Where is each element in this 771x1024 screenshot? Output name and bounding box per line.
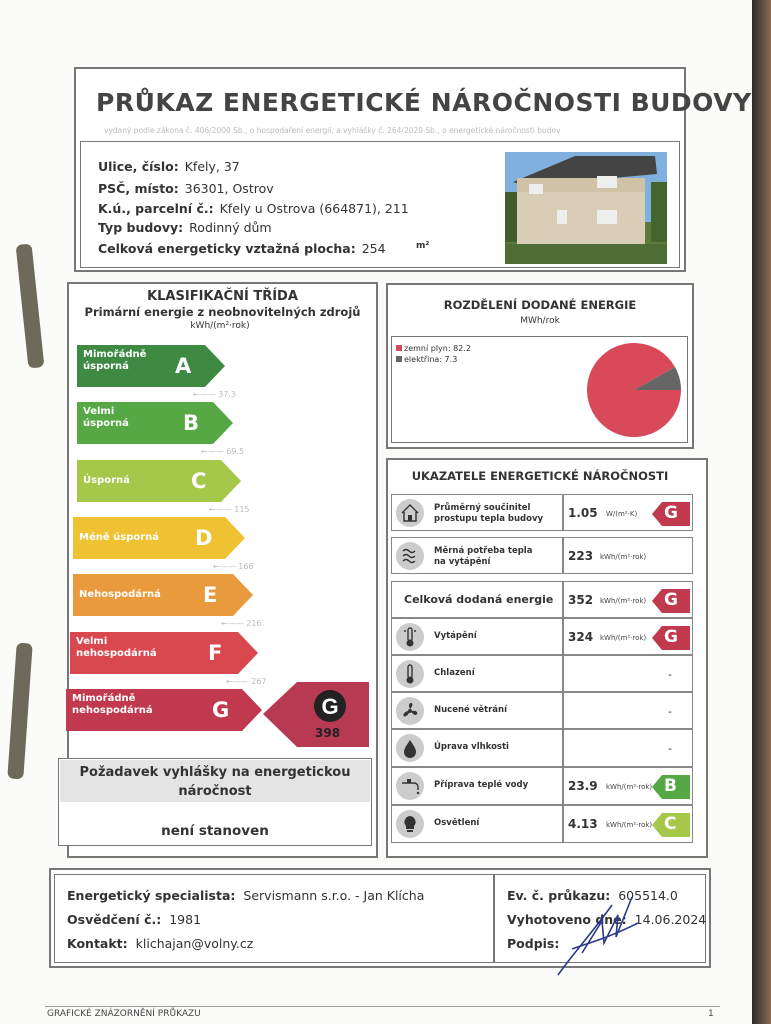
- indicators-title: UKAZATELE ENERGETICKÉ NÁROČNOSTI: [411, 469, 669, 483]
- class-band-label: Nehospodárná: [79, 589, 161, 600]
- type-row: Typ budovy: Rodinný dům: [98, 220, 272, 235]
- legend-swatch: [396, 345, 402, 351]
- street-row: Ulice, číslo: Kfely, 37: [98, 159, 240, 174]
- heat-waves-icon: [396, 542, 424, 570]
- indicator-name: Úprava vlhkosti: [434, 742, 509, 752]
- footer-divider: [493, 874, 495, 963]
- class-band-label: Mimořádně nehospodárná: [72, 693, 153, 716]
- ev-row: Ev. č. průkazu: 605514.0: [507, 888, 678, 903]
- faucet-icon: [396, 772, 424, 800]
- indicator-row: [391, 581, 693, 618]
- indicator-name: Nucené větrání: [434, 705, 508, 715]
- document-title: PRŮKAZ ENERGETICKÉ NÁROČNOSTI BUDOVY: [96, 88, 752, 117]
- thermometer-cold-icon: [396, 660, 424, 688]
- grade-badge: G: [652, 502, 692, 526]
- class-threshold-tick: ←—— 37.3: [193, 390, 237, 399]
- specialist-row: Energetický specialista: Servismann s.r.o. - Jan Klícha: [67, 888, 425, 903]
- class-band-c: [77, 460, 241, 502]
- pie-chart: [583, 341, 685, 439]
- thermometer-icon: [396, 623, 424, 651]
- class-threshold-tick: ←—— 115: [209, 505, 250, 514]
- psc-value: 36301, Ostrov: [184, 181, 274, 196]
- class-band-label: Velmi úsporná: [83, 406, 129, 429]
- class-band-d: [73, 517, 245, 559]
- energy-split-title: ROZDĚLENÍ DODANÉ ENERGIE: [443, 298, 637, 312]
- grade-badge: G: [652, 589, 692, 613]
- indicator-row: [391, 767, 693, 805]
- indicator-row: [391, 729, 693, 767]
- legend-item: [396, 354, 471, 365]
- class-band-letter: E: [203, 583, 218, 607]
- class-band-f: [70, 632, 258, 674]
- indicator-empty: -: [668, 667, 672, 681]
- contact-row: Kontakt: klichajan@volny.cz: [67, 936, 254, 951]
- ev-value: 605514.0: [618, 888, 678, 903]
- indicator-name: Vytápění: [434, 631, 477, 641]
- indicator-empty: -: [668, 704, 672, 718]
- indicator-row: [391, 494, 693, 531]
- ku-row: K.ú., parcelní č.: Kfely u Ostrova (664871), 211: [98, 201, 409, 216]
- legend-label: zemní plyn: 82.2: [404, 344, 471, 353]
- row-divider: [562, 693, 564, 728]
- row-divider: [562, 619, 564, 654]
- row-divider: [562, 768, 564, 804]
- energy-split-unit: MWh/rok: [520, 316, 560, 326]
- page-number: 1: [708, 1009, 714, 1019]
- class-band-label: Méně úsporná: [79, 532, 160, 543]
- indicator-value: 23.9: [568, 779, 598, 793]
- result-value: 398: [315, 726, 341, 740]
- signature-row: Podpis:: [507, 936, 560, 951]
- ku-value: Kfely u Ostrova (664871), 211: [219, 201, 409, 216]
- classification-subtitle: Primární energie z neobnovitelných zdrojů: [84, 305, 361, 319]
- indicator-value: 352: [568, 592, 594, 607]
- class-band-letter: A: [175, 354, 192, 378]
- class-band-label: Úsporná: [83, 475, 130, 486]
- contact-value: klichajan@volny.cz: [135, 936, 254, 951]
- area-value: 254: [361, 241, 386, 256]
- indicator-name: Celková dodaná energie: [404, 593, 554, 606]
- indicator-name: Měrná potřeba tepla na vytápění: [434, 546, 533, 567]
- class-band-e: [73, 574, 253, 616]
- background-edge: [752, 0, 771, 1024]
- class-band-label: Mimořádně úsporná: [83, 349, 147, 372]
- droplet-icon: [396, 734, 424, 762]
- type-value: Rodinný dům: [189, 220, 272, 235]
- street-value: Kfely, 37: [184, 159, 240, 174]
- pie-slice-gas: [587, 343, 681, 437]
- indicator-row: [391, 805, 693, 843]
- footer-rule: [45, 1006, 720, 1007]
- row-divider: [562, 656, 564, 691]
- date-value: 14.06.2024: [634, 912, 707, 927]
- indicator-name: Příprava teplé vody: [434, 780, 529, 790]
- class-band-a: [77, 345, 225, 387]
- row-divider: [562, 495, 564, 530]
- class-threshold-tick: ←—— 166: [213, 562, 254, 571]
- specialist-value: Servismann s.r.o. - Jan Klícha: [243, 888, 425, 903]
- row-divider: [562, 538, 564, 573]
- indicator-value: 324: [568, 629, 594, 644]
- legend-item: [396, 343, 471, 354]
- pie-legend: [396, 343, 471, 365]
- class-threshold-tick: ←—— 216: [221, 619, 262, 628]
- class-band-letter: G: [212, 698, 230, 722]
- grade-badge: C: [652, 813, 692, 837]
- indicator-name: Chlazení: [434, 668, 475, 678]
- cert-value: 1981: [169, 912, 202, 927]
- grade-badge: G: [652, 626, 692, 650]
- indicator-row: [391, 537, 693, 574]
- grade-badge: B: [652, 775, 692, 799]
- document-subtitle: vydaný podle zákona č. 406/2000 Sb., o hospodaření energií, a vyhlášky č. 264/2020 Sb., o energetické náročnosti budov: [104, 126, 561, 135]
- indicator-row: [391, 655, 693, 692]
- fan-icon: [396, 697, 424, 725]
- class-band-label: Velmi nehospodárná: [76, 636, 157, 659]
- indicator-unit: W/(m²·K): [606, 509, 638, 518]
- row-divider: [562, 582, 564, 617]
- svg-text:G: G: [321, 694, 339, 719]
- row-divider: [562, 730, 564, 766]
- class-band-letter: B: [183, 411, 200, 435]
- legend-label: elektřina: 7.3: [404, 355, 458, 364]
- lightbulb-icon: [396, 810, 424, 838]
- area-row: Celková energeticky vztažná plocha: 254 m²: [98, 241, 430, 256]
- cert-row: Osvědčení č.: 1981: [67, 912, 202, 927]
- indicator-unit: kWh/(m²·rok): [606, 821, 653, 829]
- indicator-value: 4.13: [568, 817, 598, 831]
- indicator-name: Průměrný součinitel prostupu tepla budovy: [434, 503, 544, 524]
- date-row: Vyhotoveno dne: 14.06.2024: [507, 912, 707, 927]
- indicator-unit: kWh/(m²·rok): [600, 552, 647, 561]
- indicator-name: Osvětlení: [434, 818, 480, 828]
- class-band-g: [66, 689, 262, 731]
- handwritten-signature: [552, 893, 642, 979]
- indicator-unit: kWh/(m²·rok): [600, 596, 647, 605]
- legend-swatch: [396, 356, 402, 362]
- classification-title: KLASIFIKAČNÍ TŘÍDA: [147, 289, 298, 304]
- indicator-empty: -: [668, 742, 672, 755]
- indicator-unit: kWh/(m²·rok): [600, 633, 647, 642]
- class-band-letter: F: [208, 641, 223, 665]
- class-band-letter: C: [191, 469, 207, 493]
- indicator-row: [391, 692, 693, 729]
- indicator-value: 1.05: [568, 505, 598, 520]
- requirement-value: není stanoven: [161, 823, 269, 839]
- class-threshold-tick: ←—— 69.5: [201, 447, 245, 456]
- row-divider: [562, 806, 564, 842]
- footer-caption: GRAFICKÉ ZNÁZORNĚNÍ PRŮKAZU: [47, 1009, 201, 1019]
- area-unit: m²: [416, 241, 430, 251]
- class-threshold-tick: ←—— 267: [226, 677, 267, 686]
- requirement-title-1: Požadavek vyhlášky na energetickou: [79, 765, 351, 780]
- building-photo: [505, 152, 667, 264]
- indicator-row: [391, 618, 693, 655]
- house-icon: [396, 499, 424, 527]
- psc-row: PSČ, místo: 36301, Ostrov: [98, 181, 274, 196]
- indicator-value: 223: [568, 548, 594, 563]
- requirement-title-2: náročnost: [178, 784, 252, 799]
- indicator-unit: kWh/(m²·rok): [606, 783, 653, 791]
- class-band-letter: D: [195, 526, 213, 550]
- classification-unit: kWh/(m²·rok): [190, 321, 250, 331]
- class-band-b: [77, 402, 233, 444]
